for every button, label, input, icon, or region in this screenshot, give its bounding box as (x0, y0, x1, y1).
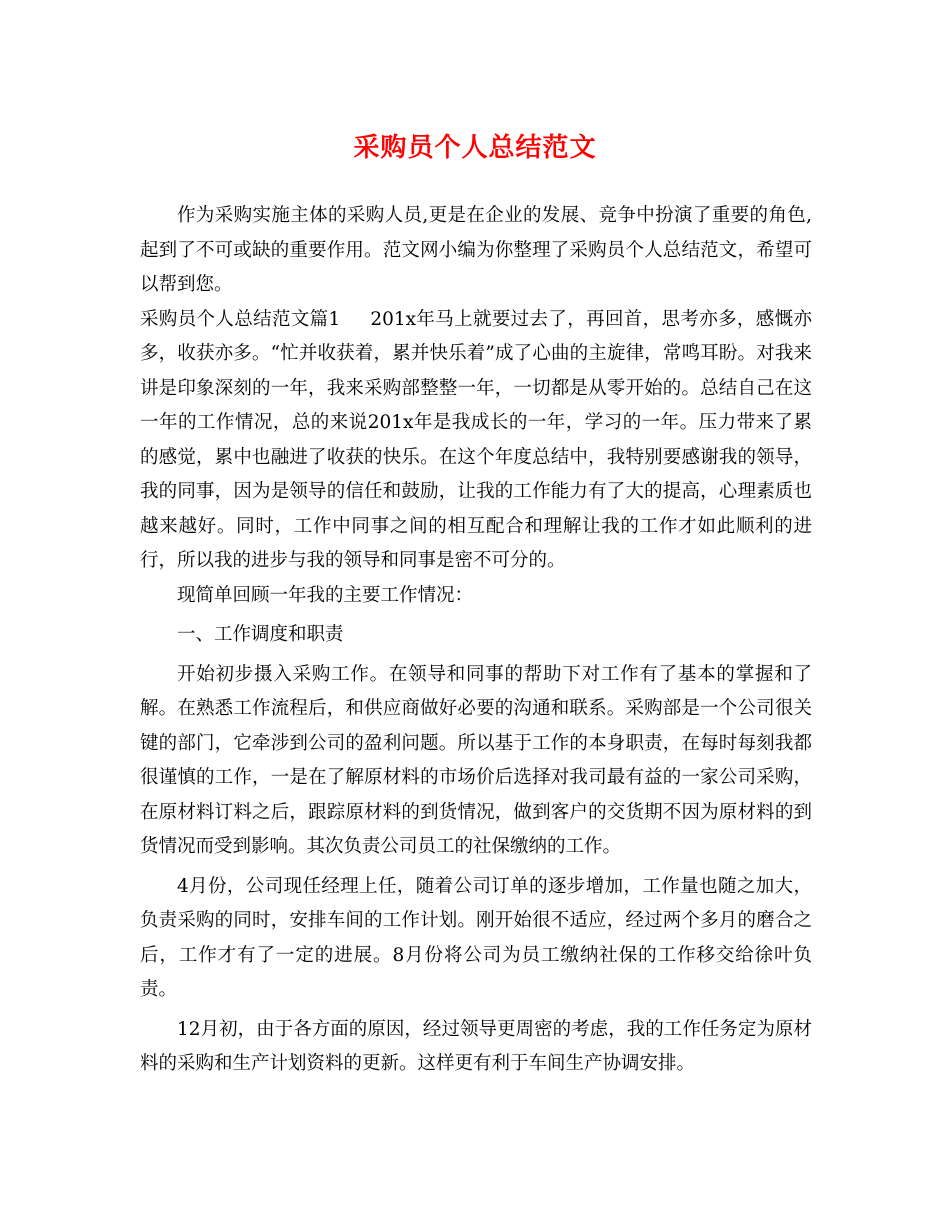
intro-paragraph: 作为采购实施主体的采购人员,更是在企业的发展、竞争中扮演了重要的角色,起到了不可或缺的重要作用。范文网小编为你整理了采购员个人总结范文，希望可以帮到您。 (140, 205, 812, 295)
heading-1: 一、工作调度和职责 (177, 624, 344, 645)
paragraph-2: 现简单回顾一年我的主要工作情况： (177, 584, 474, 606)
paragraph-3: 开始初步摄入采购工作。在领导和同事的帮助下对工作有了基本的掌握和了解。在熟悉工作流程后，和供应商做好必要的沟通和联系。采购部是一个公司很关键的部门，它牵涉到公司的盈利问题。所以基于工作的本身职责，在每时每刻我都很谨慎的工作，一是在了解原材料的市场价后选择对我司最有益的一家公司采购，在原材料订料之后，跟踪原材料的到货情况，做到客户的交货期不因为原材料的到货情况而受到影响。其次负责公司员工的社保缴纳的工作。 (140, 663, 812, 857)
section-1-paragraph (140, 303, 812, 579)
section-label: 采购员个人总结范文篇1 (140, 308, 341, 330)
document-title: 采购员个人总结范文 (353, 133, 597, 163)
document-body (140, 199, 812, 1082)
paragraph-5: 12月初，由于各方面的原因，经过领导更周密的考虑，我的工作任务定为原材料的采购和生产计划资料的更新。这样更有利于车间生产协调安排。 (140, 1018, 812, 1074)
paragraph-4: 4月份，公司现任经理上任，随着公司订单的逐步增加，工作量也随之加大，负责采购的同时，安排车间的工作计划。刚开始很不适应，经过两个多月的磨合之后，工作才有了一定的进展。8月份将公司为员工缴纳社保的工作移交给徐叶负责。 (140, 875, 812, 1000)
paragraph-1-text: 201x年马上就要过去了，再回首，思考亦多，感慨亦多，收获亦多。“忙并收获着，累并快乐着”成了心曲的主旋律，常鸣耳盼。对我来讲是印象深刻的一年，我来采购部整整一年，一切都是从零开始的。总结自己在这一年的工作情况，总的来说201x年是我成长的一年，学习的一年。压力带来了累的感觉，累中也融进了收获的快乐。在这个年度总结中，我特别要感谢我的领导，我的同事，因为是领导的信任和鼓励，让我的工作能力有了大的提高，心理素质也越来越好。同时，工作中同事之间的相互配合和理解让我的工作才如此顺利的进行，所以我的进步与我的领导和同事是密不可分的。 (140, 308, 812, 571)
